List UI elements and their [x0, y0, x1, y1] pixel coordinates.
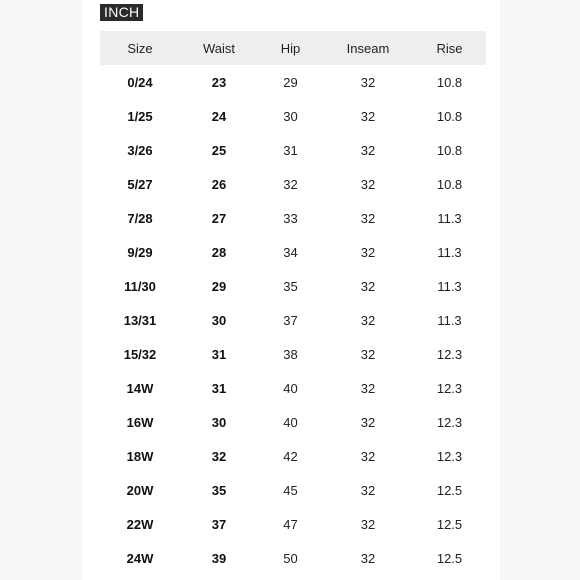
cell-waist: 31	[211, 346, 227, 362]
cell-rise: 11.3	[437, 210, 462, 226]
cell-inseam: 32	[360, 550, 376, 566]
cell-rise: 10.8	[436, 142, 463, 158]
cell-size: 9/29	[127, 244, 153, 260]
cell-rise: 10.8	[436, 74, 463, 90]
header-rise: Rise	[413, 31, 486, 65]
table-row	[100, 541, 486, 575]
cell-inseam: 32	[360, 346, 376, 362]
header-size: Size	[100, 31, 180, 65]
cell-rise: 12.3	[436, 346, 463, 362]
cell-rise: 11.3	[437, 312, 462, 328]
cell-size: 22W	[126, 516, 154, 532]
cell-size: 16W	[126, 414, 154, 430]
cell-rise: 11.3	[437, 244, 462, 260]
cell-hip: 29	[283, 74, 298, 90]
table-header	[100, 31, 486, 65]
table-row	[100, 201, 486, 235]
cell-rise: 12.5	[436, 516, 463, 532]
cell-hip: 33	[283, 210, 298, 226]
cell-size: 1/25	[127, 108, 153, 124]
cell-rise: 12.3	[436, 380, 463, 396]
cell-hip: 37	[283, 312, 298, 328]
cell-waist: 30	[211, 414, 227, 430]
cell-size: 0/24	[127, 74, 153, 90]
cell-inseam: 32	[360, 210, 376, 226]
cell-rise: 12.3	[436, 448, 463, 464]
cell-hip: 34	[283, 244, 298, 260]
cell-hip: 40	[283, 380, 298, 396]
cell-size: 5/27	[127, 176, 153, 192]
cell-hip: 50	[283, 550, 298, 566]
cell-hip: 40	[283, 414, 298, 430]
cell-waist: 37	[211, 516, 227, 532]
cell-waist: 32	[211, 448, 227, 464]
cell-size: 18W	[126, 448, 154, 464]
cell-inseam: 32	[360, 482, 376, 498]
cell-waist: 29	[211, 278, 227, 294]
table-row	[100, 439, 486, 473]
cell-rise: 10.8	[436, 108, 463, 124]
cell-size: 3/26	[127, 142, 153, 158]
cell-waist: 23	[211, 74, 227, 90]
unit-badge: INCH	[100, 4, 143, 21]
table-row	[100, 371, 486, 405]
cell-rise: 10.8	[436, 176, 463, 192]
table-row	[100, 65, 486, 99]
cell-inseam: 32	[360, 142, 376, 158]
cell-size: 11/30	[124, 278, 156, 294]
cell-hip: 30	[283, 108, 298, 124]
header-row	[100, 31, 486, 65]
cell-waist: 26	[211, 176, 227, 192]
cell-waist: 28	[211, 244, 227, 260]
header-hip: Hip	[258, 31, 323, 65]
cell-hip: 32	[283, 176, 298, 192]
cell-inseam: 32	[360, 448, 376, 464]
cell-hip: 31	[283, 142, 298, 158]
left-margin-shade	[0, 0, 82, 580]
cell-hip: 35	[283, 278, 298, 294]
cell-waist: 24	[211, 108, 227, 124]
cell-waist: 30	[211, 312, 227, 328]
cell-waist: 35	[211, 482, 227, 498]
cell-inseam: 32	[360, 414, 376, 430]
table-row	[100, 99, 486, 133]
cell-inseam: 32	[360, 312, 376, 328]
table-row	[100, 473, 486, 507]
header-inseam: Inseam	[323, 31, 413, 65]
cell-waist: 25	[211, 142, 227, 158]
cell-hip: 42	[283, 448, 298, 464]
cell-inseam: 32	[360, 108, 376, 124]
table-body	[100, 65, 486, 575]
cell-hip: 47	[283, 516, 298, 532]
cell-inseam: 32	[360, 278, 376, 294]
cell-size: 24W	[126, 550, 154, 566]
table-row	[100, 507, 486, 541]
right-margin-shade	[500, 0, 580, 580]
cell-size: 13/31	[123, 312, 157, 328]
cell-inseam: 32	[360, 74, 376, 90]
cell-inseam: 32	[360, 516, 376, 532]
cell-inseam: 32	[360, 380, 376, 396]
header-waist: Waist	[180, 31, 258, 65]
cell-waist: 27	[211, 210, 227, 226]
table-row	[100, 133, 486, 167]
table-row	[100, 303, 486, 337]
cell-hip: 38	[283, 346, 298, 362]
cell-hip: 45	[283, 482, 298, 498]
cell-size: 14W	[126, 380, 154, 396]
cell-rise: 12.5	[436, 550, 463, 566]
table-row	[100, 235, 486, 269]
table-row	[100, 405, 486, 439]
cell-rise: 11.3	[437, 278, 462, 294]
table-row	[100, 337, 486, 371]
cell-waist: 39	[211, 550, 227, 566]
cell-rise: 12.5	[436, 482, 463, 498]
cell-rise: 12.3	[436, 414, 463, 430]
cell-inseam: 32	[360, 244, 376, 260]
cell-size: 7/28	[127, 210, 153, 226]
table-row	[100, 269, 486, 303]
cell-size: 15/32	[123, 346, 157, 362]
cell-waist: 31	[211, 380, 227, 396]
cell-size: 20W	[126, 482, 154, 498]
table-row	[100, 167, 486, 201]
size-chart-table	[100, 31, 486, 575]
cell-inseam: 32	[360, 176, 376, 192]
